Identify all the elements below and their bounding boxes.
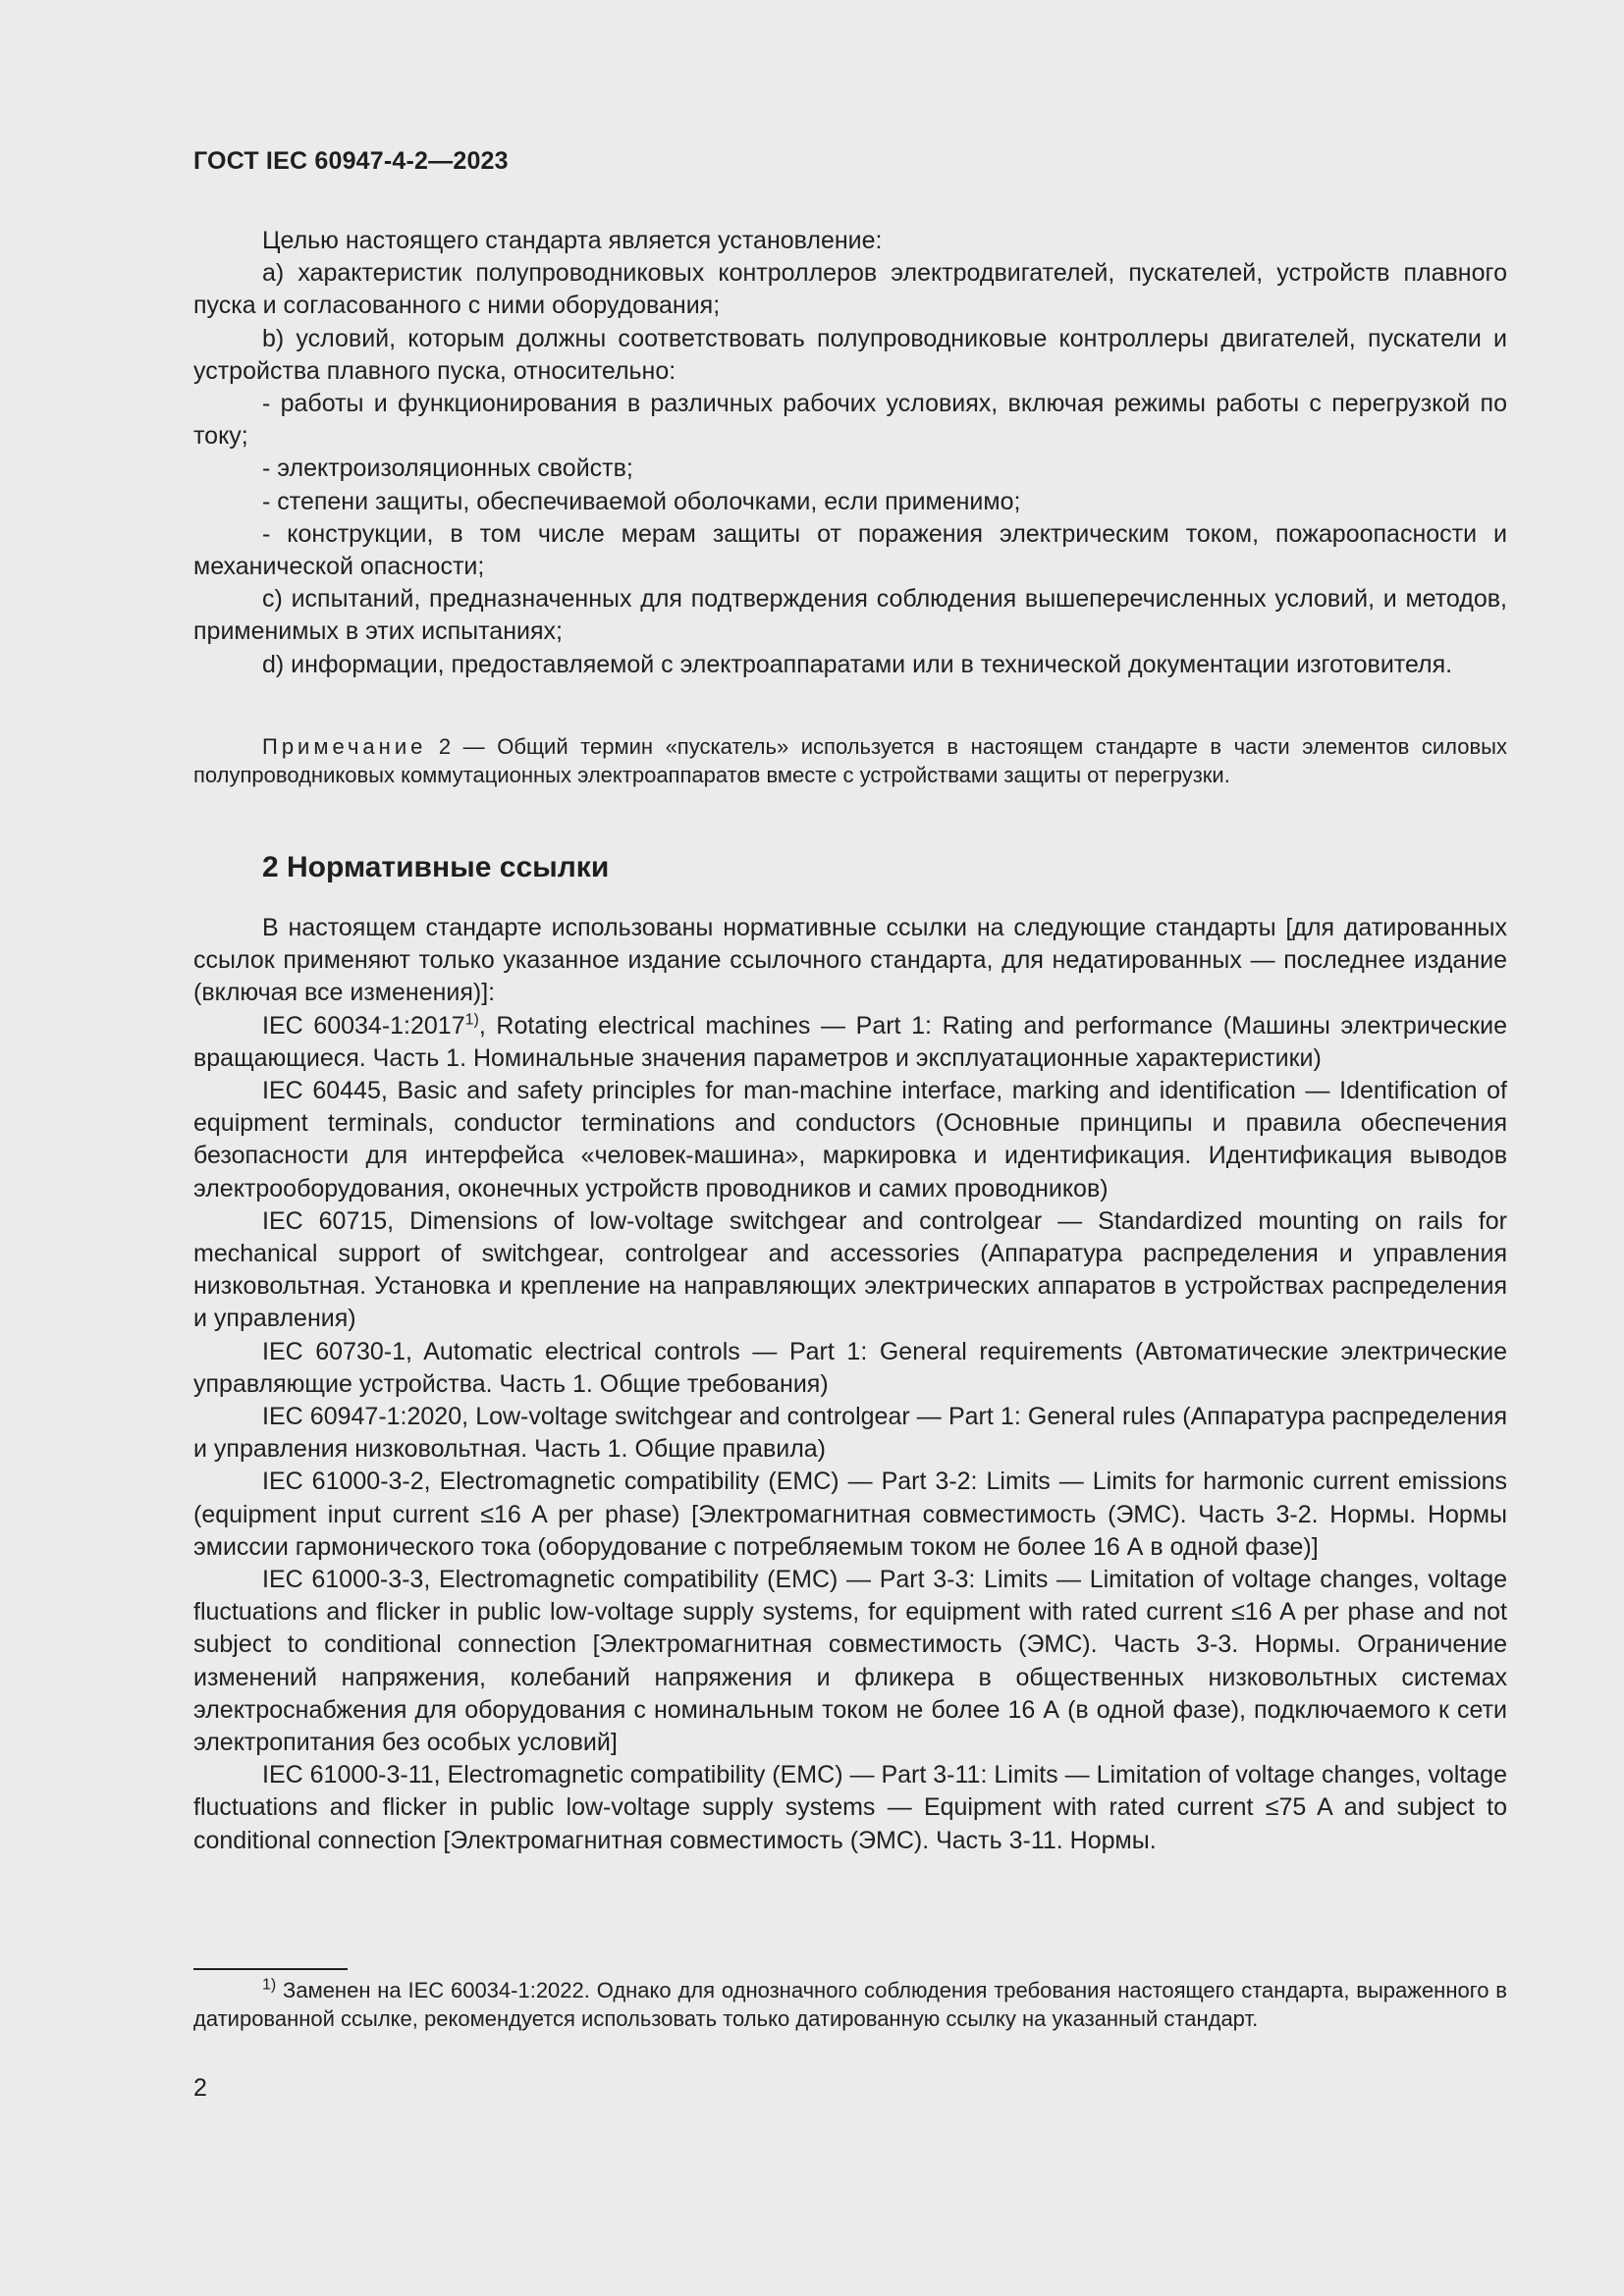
intro-item-c: с) испытаний, предназначенных для подтверждения соблюдения вышеперечисленных условий, и методов, применимых в этих испытаниях; (193, 585, 1507, 646)
intro-dash-2: - электроизоляционных свойств; (262, 454, 633, 483)
footnote-divider (193, 1968, 348, 1970)
reference-item: IEC 60715, Dimensions of low-voltage switchgear and controlgear — Standardized mounting on rails for mechanical support of switchgear, controlgear and accessories (Аппаратура распределения и управления низковольтная. Установка и крепление на направляющих электрических аппаратов в устройствах распределения и управления) (193, 1206, 1507, 1333)
page-header-title: ГОСТ IEC 60947-4-2—2023 (193, 147, 509, 175)
intro-dash-1: - работы и функционирования в различных рабочих условиях, включая режимы работы с перегрузкой по току; (193, 390, 1507, 451)
footnote-text: Заменен на IEC 60034-1:2022. Однако для однозначного соблюдения требования настоящего стандарта, выраженного в датированной ссылке, рекомендуется использовать только датированную ссылку на указанный стандарт. (193, 1978, 1507, 2031)
reference-item: IEC 60730-1, Automatic electrical controls — Part 1: General requirements (Автоматические электрические управляющие устройства. Часть 1. Общие требования) (193, 1337, 1507, 1398)
intro-item-a: а) характеристик полупроводниковых контроллеров электродвигателей, пускателей, устройств плавного пуска и согласованного с ними оборудования; (193, 259, 1507, 320)
footnote-ref-mark: 1) (464, 1011, 479, 1029)
note-label: Примечание (262, 734, 427, 759)
intro-dash-3: - степени защиты, обеспечиваемой оболочками, если применимо; (262, 487, 1021, 515)
intro-item-d: d) информации, предоставляемой с электроаппаратами или в технической документации изготовителя. (262, 650, 1453, 678)
reference-item: IEC 60445, Basic and safety principles for man-machine interface, marking and identification — Identification of equipment terminals, conductor terminations and conductors (Основные принципы и правила обеспечения безопасности для интерфейса «человек-машина», маркировка и идентификация. Идентификация выводов электрооборудования, оконечных устройств проводников и самих проводников) (193, 1077, 1507, 1202)
reference-text: , Rotating electrical machines — Part 1: Rating and performance (Машины электрические вращающиеся. Часть 1. Номинальные значения параметров и эксплуатационные характеристики) (193, 1011, 1507, 1072)
intro-dash-4: - конструкции, в том числе мерам защиты от поражения электрическим током, пожароопасности и механической опасности; (193, 519, 1507, 581)
reference-item: IEC 61000-3-3, Electromagnetic compatibility (EMC) — Part 3-3: Limits — Limitation of voltage changes, voltage fluctuations and flicker in public low-voltage supply systems, for equipment with rated current ≤16 A per phase and not subject to conditional connection [Электромагнитная совместимость (ЭМС). Часть 3-3. Нормы. Ограничение изменений напряжения, колебаний напряжения и фликера в общественных низковольтных системах электроснабжения для оборудования с номинальным током не более 16 А (в одной фазе), подключаемого к сети электропитания без особых условий] (193, 1566, 1507, 1757)
page-number: 2 (193, 2074, 207, 2102)
intro-block (193, 225, 1507, 681)
footnote-block (193, 1977, 1507, 2033)
section-2-body (193, 912, 1507, 1857)
intro-item-b: b) условий, которым должны соответствовать полупроводниковые контроллеры двигателей, пускатели и устройства плавного пуска, относительно: (193, 324, 1507, 385)
reference-code: IEC 60034-1:2017 (262, 1011, 465, 1040)
section-2 (193, 848, 1507, 887)
reference-item: IEC 61000-3-11, Electromagnetic compatibility (EMC) — Part 3-11: Limits — Limitation of voltage changes, voltage fluctuations and flicker in public low-voltage supply systems — Equipment with rated current ≤75 A and subject to conditional connection [Электромагнитная совместимость (ЭМС). Часть 3-11. Нормы. (193, 1761, 1507, 1854)
reference-item (193, 1010, 1507, 1075)
note-paragraph (193, 732, 1507, 789)
note-text: 2 — Общий термин «пускатель» используется в настоящем стандарте в части элементов силовых полупроводниковых коммутационных электроаппаратов вместе с устройствами защиты от перегрузки. (193, 734, 1507, 787)
reference-item: IEC 60947-1:2020, Low-voltage switchgear and controlgear — Part 1: General rules (Аппаратура распределения и управления низковольтная. Часть 1. Общие правила) (193, 1403, 1507, 1464)
note-block (193, 732, 1507, 789)
intro-lead: Целью настоящего стандарта является установление: (262, 227, 883, 254)
reference-item: IEC 61000-3-2, Electromagnetic compatibility (EMC) — Part 3-2: Limits — Limits for harmonic current emissions (equipment input current ≤16 A per phase) [Электромагнитная совместимость (ЭМС). Часть 3-2. Нормы. Нормы эмиссии гармонического тока (оборудование с потребляемым током не более 16 А в одной фазе)] (193, 1468, 1507, 1561)
section-2-heading: 2 Нормативные ссылки (262, 851, 610, 883)
footnote-paragraph (193, 1977, 1507, 2033)
section-2-intro: В настоящем стандарте использованы нормативные ссылки на следующие стандарты [для датированных ссылок применяют только указанное издание ссылочного стандарта, для недатированных — последнее издание (включая все изменения)]: (193, 914, 1507, 1007)
footnote-mark: 1) (262, 1976, 277, 1994)
